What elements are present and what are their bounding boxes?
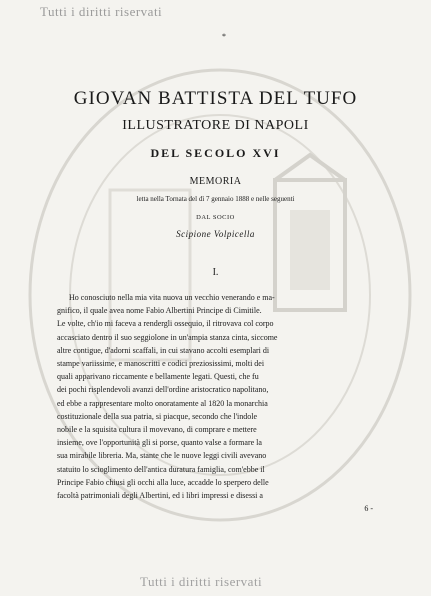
- body-line: insieme, ove l'opportunità gli si porse, quanto valse a formare la: [57, 438, 262, 448]
- body-line: nobile e la squisita cultura il movevano, di comprare e mettere: [57, 425, 257, 435]
- body-line: costituzionale della sua patria, si piacque, secondo che l'indole: [57, 411, 258, 421]
- body-line: statuito lo scioglimento dell'antica duratura famiglia, com'ebbe il: [57, 464, 265, 474]
- author-name: Scipione Volpicella: [176, 229, 255, 239]
- body-line: facoltà patrimoniali degli Albertini, ed i libri impressi e disessi a: [57, 491, 263, 501]
- socio-label: DAL SOCIO: [196, 214, 235, 221]
- body-line: Le volte, ch'io mi faceva a rendergli ossequio, il ritrovava col corpo: [57, 319, 274, 329]
- section-number: I.: [212, 267, 219, 278]
- watermark-bottom: Tutti i diritti riservati: [140, 574, 263, 589]
- body-line: stampe variissime, e manoscritti e codici preziosissimi, molti dei: [57, 359, 265, 369]
- memoria-label: MEMORIA: [189, 176, 242, 187]
- document-century: DEL SECOLO XVI: [150, 146, 281, 160]
- body-line: gnifico, il quale avea nome Fabio Albertini Principe di Cimitile.: [57, 306, 262, 316]
- page-mark: *: [222, 32, 226, 41]
- watermark-top: Tutti i diritti riservati: [40, 4, 163, 19]
- body-line: accasciato dentro il suo seggiolone in un'ampia stanza cinta, siccome: [57, 332, 278, 342]
- body-line: Principe Fabio chiusi gli occhi alla luce, accadde lo sperpero delle: [57, 477, 269, 487]
- footer-mark: 6 -: [364, 504, 373, 514]
- body-text: [57, 291, 373, 515]
- body-line: ed ebbe a rappresentare molto onoratamente al 1820 la monarchia: [57, 398, 268, 408]
- document-title: GIOVAN BATTISTA DEL TUFO: [73, 88, 358, 109]
- reading-note: letta nella Tornata del dì 7 gennaio 1888 e nelle seguenti: [136, 195, 295, 203]
- document-subtitle: ILLUSTRATORE DI NAPOLI: [122, 118, 309, 133]
- body-line: altre contigue, d'adorni scaffali, in cui stavano accolti esemplari di: [57, 345, 270, 355]
- body-line: quali apparivano riccamente e bellamente legati. Questi, che fu: [57, 372, 259, 382]
- body-line: Ho conosciuto nella mia vita nuova un vecchio venerando e ma-: [69, 293, 275, 302]
- body-line: sua mirabile libreria. Ma, stante che le nuove leggi civili avevano: [57, 451, 267, 461]
- body-line: dei pochi risplendevoli avanzi dell'ordine aristocratico napolitano,: [57, 385, 269, 395]
